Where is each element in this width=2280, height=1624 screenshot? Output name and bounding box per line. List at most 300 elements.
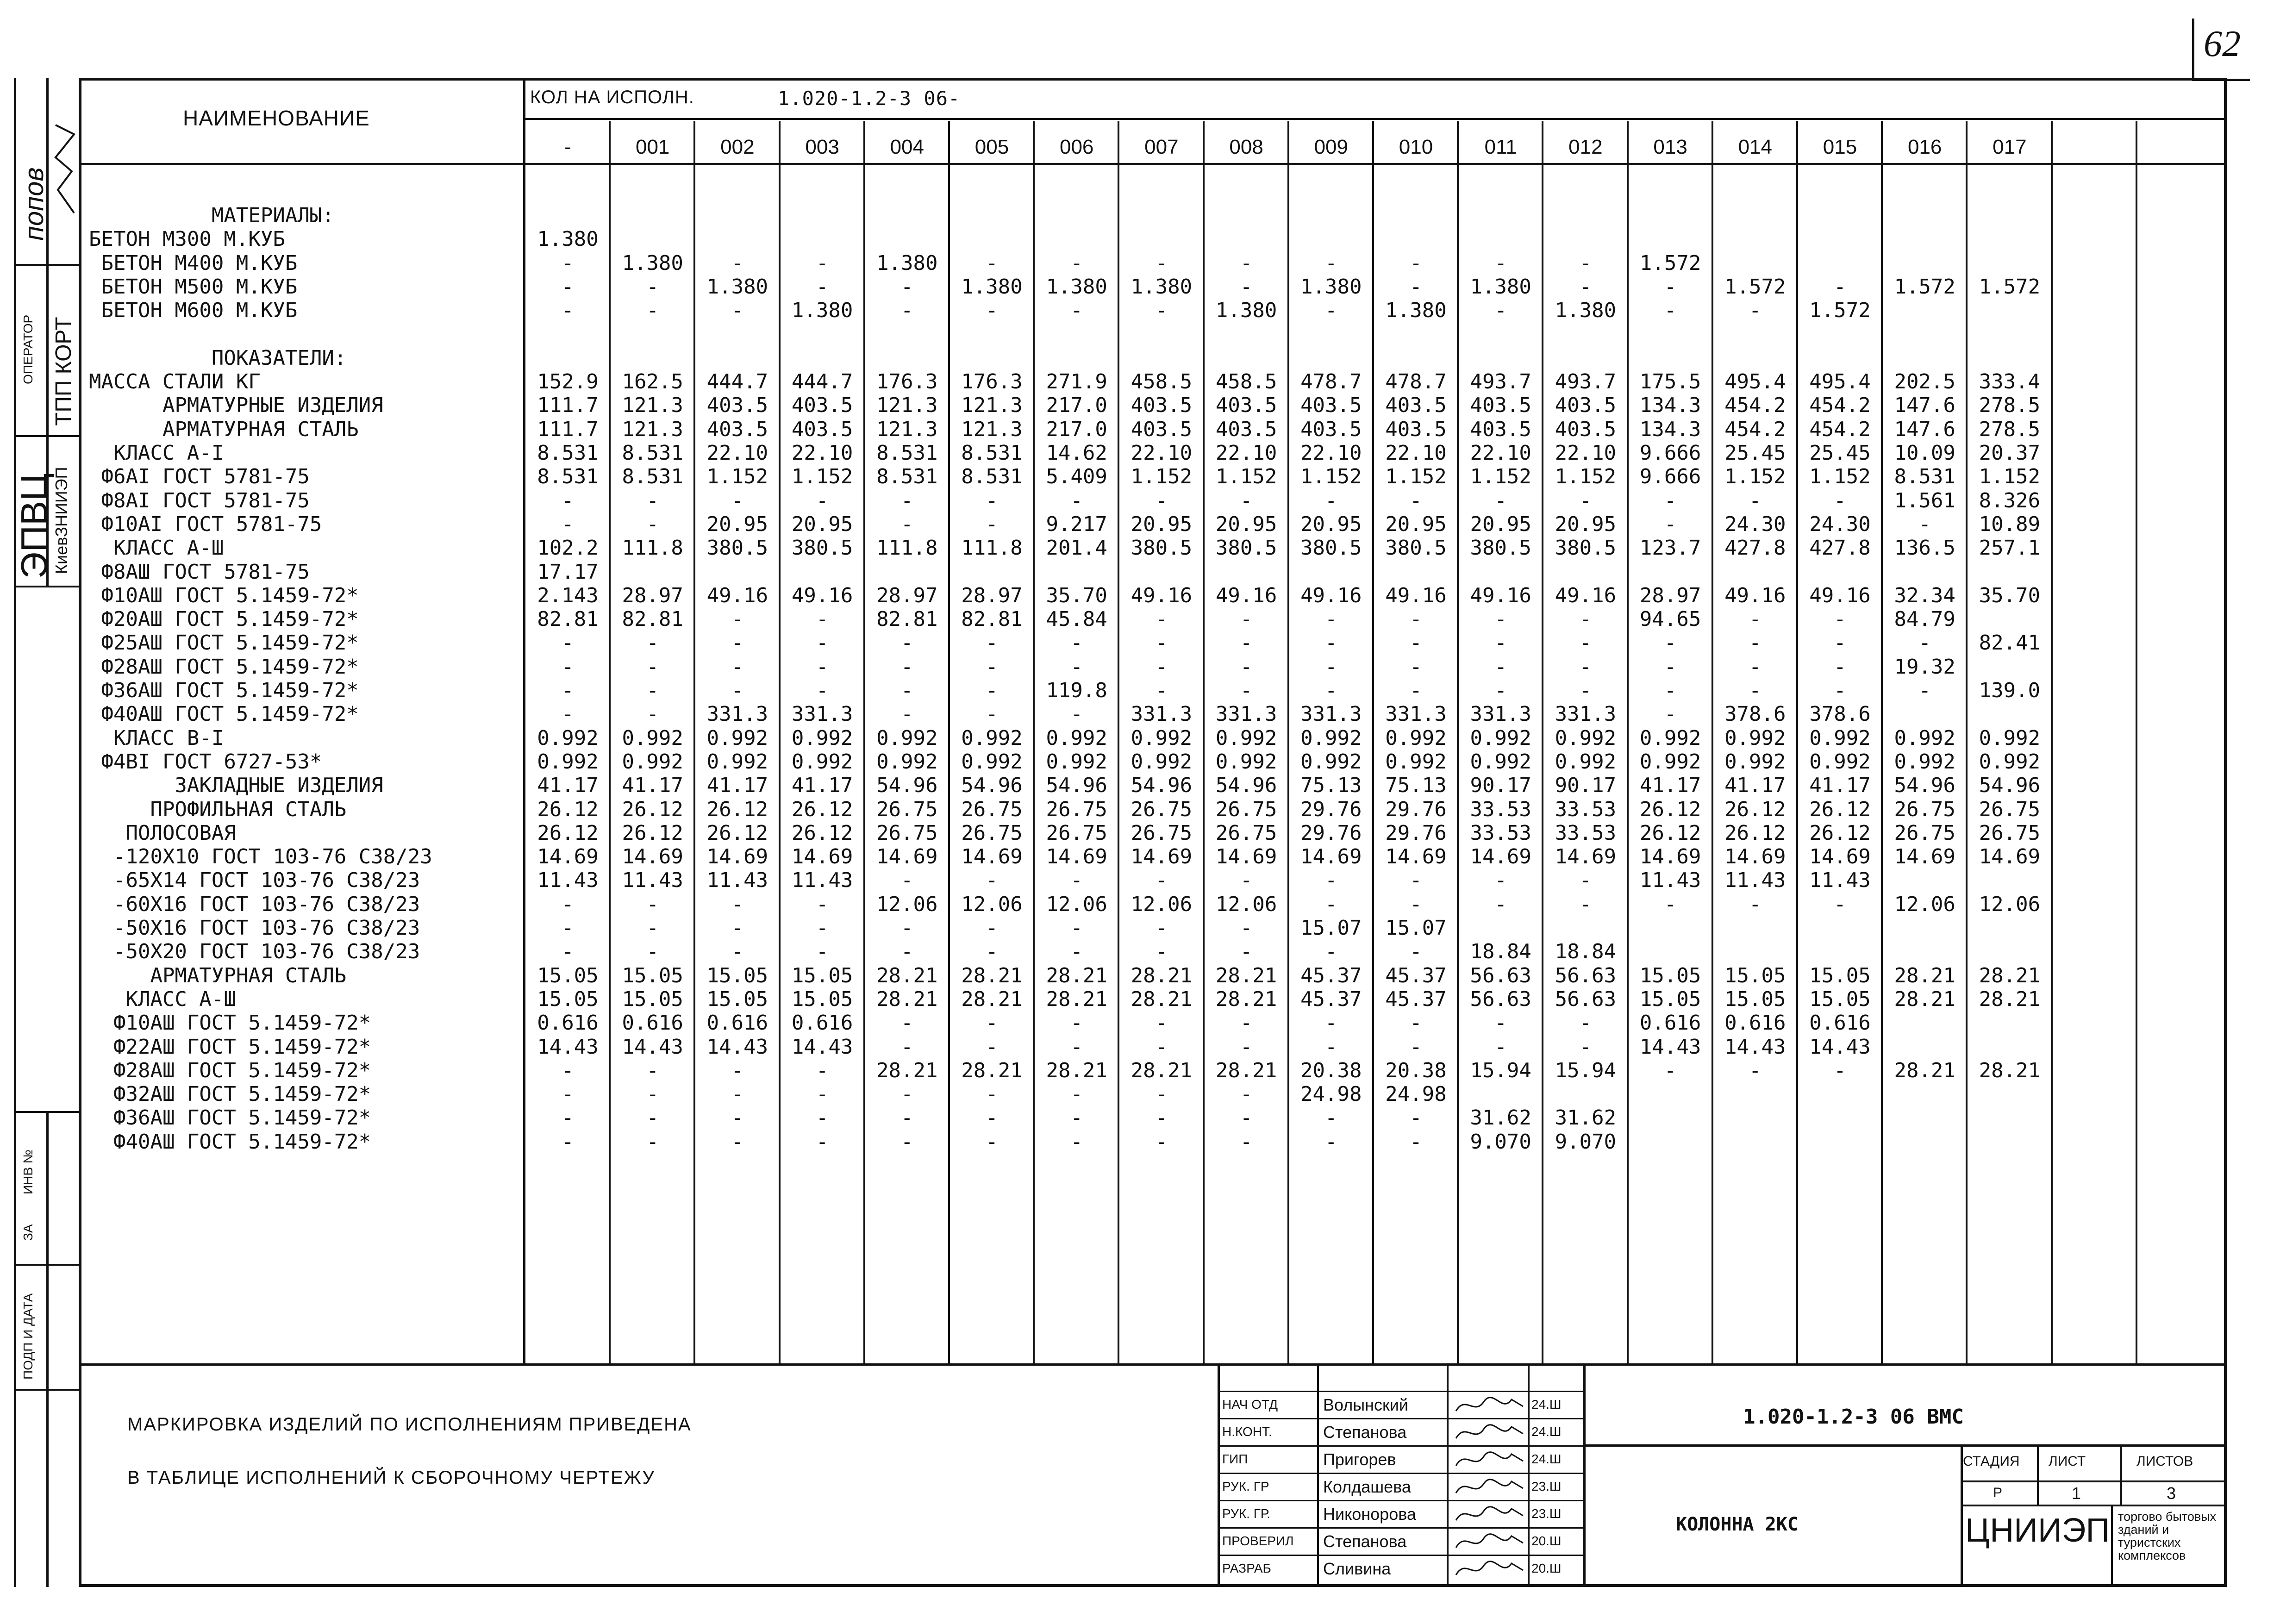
row-value: - (1325, 1035, 1337, 1059)
row-value: 8.531 (876, 441, 938, 465)
row-value: 333.4 (1979, 370, 2041, 394)
sheets-value: 3 (2167, 1484, 2176, 1503)
row-value: 28.21 (1046, 963, 1107, 987)
row-value: 41.17 (1639, 774, 1701, 798)
side-strip-row-3 (14, 586, 81, 587)
row-value: 26.75 (1894, 797, 1955, 821)
row-value: 403.5 (791, 394, 853, 418)
row-value: - (1664, 275, 1677, 299)
row-value: 5.409 (1046, 465, 1107, 489)
row-value: - (1070, 1106, 1083, 1130)
row-value: 8.531 (876, 465, 938, 489)
row-value: 0.992 (1894, 726, 1955, 750)
row-value: 11.43 (1809, 868, 1871, 893)
row-value: - (646, 512, 659, 536)
signer-rule (1218, 1555, 1583, 1556)
row-value: 478.7 (1385, 370, 1447, 394)
row-value: 1.152 (1555, 465, 1617, 489)
header-top-rule (523, 118, 2227, 120)
row-value: - (731, 655, 744, 679)
row-value: 28.97 (961, 583, 1023, 607)
row-value: 147.6 (1894, 417, 1955, 441)
row-value: 26.75 (961, 797, 1023, 821)
row-value: 403.5 (791, 417, 853, 441)
row-value: 1.152 (1385, 465, 1447, 489)
row-value: - (1494, 1035, 1507, 1059)
side-popov: попов (19, 167, 49, 241)
row-value: 12.06 (1046, 892, 1107, 916)
row-value: 0.992 (1894, 750, 1955, 774)
row-value: 1.380 (876, 251, 938, 275)
row-value: 14.43 (622, 1035, 683, 1059)
row-value: - (562, 1130, 574, 1154)
column-divider (2136, 121, 2137, 1363)
row-value: 403.5 (1300, 417, 1362, 441)
column-header: 011 (1484, 135, 1517, 158)
row-value: - (986, 488, 998, 512)
row-value: 331.3 (1470, 702, 1531, 726)
row-value: - (901, 631, 913, 655)
row-value: 14.62 (1046, 441, 1107, 465)
row-value: 0.992 (1046, 726, 1107, 750)
row-value: - (1579, 275, 1592, 299)
row-value: 454.2 (1724, 394, 1786, 418)
row-value: - (1410, 679, 1422, 702)
row-value: 28.21 (1046, 987, 1107, 1011)
row-value: 14.43 (1724, 1035, 1786, 1059)
row-value: - (1240, 655, 1253, 679)
row-value: 403.5 (1131, 394, 1193, 418)
signer-date: 20.Ш (1531, 1534, 1562, 1548)
row-value: - (1155, 1011, 1168, 1035)
row-value: 20.38 (1385, 1058, 1447, 1082)
row-value: - (1664, 1058, 1677, 1082)
row-value: 1.380 (537, 227, 599, 251)
row-value: - (646, 1082, 659, 1106)
row-value: 15.05 (1639, 963, 1701, 987)
row-value: 18.84 (1555, 940, 1617, 964)
row-value: - (731, 631, 744, 655)
row-value: 14.69 (1385, 845, 1447, 869)
row-value: 15.07 (1300, 916, 1362, 940)
row-value: 380.5 (1131, 536, 1193, 560)
row-value: 1.561 (1894, 488, 1955, 512)
row-value: - (1155, 488, 1168, 512)
row-value: 1.572 (1979, 275, 2041, 299)
row-value: 380.5 (1300, 536, 1362, 560)
row-value: - (1494, 679, 1507, 702)
row-value: 28.21 (961, 963, 1023, 987)
row-value: 14.43 (791, 1035, 853, 1059)
side-strip-row-4 (14, 1111, 81, 1113)
row-value: 22.10 (706, 441, 768, 465)
row-value: 1.152 (1809, 465, 1871, 489)
row-value: 0.992 (1131, 726, 1193, 750)
row-value: - (1325, 488, 1337, 512)
row-value: 14.69 (706, 845, 768, 869)
row-value: - (1155, 607, 1168, 631)
side-podp: ПОДП И ДАТА (21, 1293, 35, 1380)
row-value: 9.070 (1470, 1130, 1531, 1154)
row-value: 14.69 (876, 845, 938, 869)
row-value: 20.95 (1555, 512, 1617, 536)
row-value: 111.8 (622, 536, 683, 560)
row-value: 0.616 (622, 1011, 683, 1035)
row-value: - (1155, 1106, 1168, 1130)
title-stage-col-2 (2120, 1444, 2122, 1505)
side-kiev: КиевЗНИИЭП (52, 467, 71, 574)
row-value: 22.10 (1555, 441, 1617, 465)
row-value: - (901, 679, 913, 702)
row-value: - (1410, 251, 1422, 275)
row-value: - (731, 251, 744, 275)
row-value: 1.572 (1639, 251, 1701, 275)
name-header: НАИМЕНОВАНИЕ (183, 106, 370, 130)
sheet-label: ЛИСТ (2049, 1454, 2086, 1469)
side-signature (46, 120, 83, 222)
row-value: 24.30 (1724, 512, 1786, 536)
row-value: 1.380 (791, 299, 853, 323)
row-value: - (1579, 488, 1592, 512)
row-value: 33.53 (1555, 821, 1617, 845)
row-value: - (1494, 631, 1507, 655)
row-value: - (1410, 892, 1422, 916)
column-header: 006 (1059, 135, 1094, 158)
row-value: 24.98 (1385, 1082, 1447, 1106)
row-value: - (1494, 488, 1507, 512)
row-value: 11.43 (706, 868, 768, 893)
row-value: - (1240, 1082, 1253, 1106)
row-value: 1.380 (706, 275, 768, 299)
row-value: 331.3 (1385, 702, 1447, 726)
row-value: 14.43 (1639, 1035, 1701, 1059)
row-value: 403.5 (1215, 394, 1277, 418)
row-value: 20.37 (1979, 441, 2041, 465)
row-value: 15.05 (1724, 963, 1786, 987)
row-value: - (816, 679, 829, 702)
row-value: 123.7 (1639, 536, 1701, 560)
row-value: - (562, 702, 574, 726)
row-value: 45.37 (1385, 963, 1447, 987)
row-value: - (1325, 679, 1337, 702)
row-value: 26.75 (1046, 797, 1107, 821)
row-label: -50Х20 ГОСТ 103-76 С38/23 (89, 940, 420, 964)
row-value: - (1579, 1011, 1592, 1035)
signer-role: РУК. ГР (1222, 1479, 1269, 1493)
row-value: - (731, 916, 744, 940)
row-value: 331.3 (791, 702, 853, 726)
row-value: - (901, 275, 913, 299)
row-value: 28.21 (1215, 963, 1277, 987)
row-value: - (646, 631, 659, 655)
row-value: 28.21 (1215, 1058, 1277, 1082)
row-value: - (1664, 679, 1677, 702)
column-header: 009 (1314, 135, 1348, 158)
row-value: - (816, 488, 829, 512)
row-value: - (562, 631, 574, 655)
row-value: - (1155, 868, 1168, 893)
row-label: КЛАСС А-I (89, 441, 224, 465)
column-header: 017 (1993, 135, 2027, 158)
sheet-number-box (2192, 19, 2250, 81)
row-value: 28.21 (961, 1058, 1023, 1082)
row-value: - (986, 655, 998, 679)
row-value: 22.10 (1215, 441, 1277, 465)
row-value: - (1240, 631, 1253, 655)
row-value: 26.12 (706, 821, 768, 845)
row-value: 380.5 (1385, 536, 1447, 560)
row-value: 33.53 (1470, 797, 1531, 821)
row-value: - (562, 940, 574, 964)
row-value: - (1410, 868, 1422, 893)
row-value: 31.62 (1555, 1106, 1617, 1130)
row-value: - (816, 251, 829, 275)
row-value: 82.81 (622, 607, 683, 631)
title-code-rule (1583, 1444, 2227, 1447)
row-label: АРМАТУРНАЯ СТАЛЬ (89, 963, 347, 987)
row-value: - (731, 299, 744, 323)
row-value: 26.75 (1215, 821, 1277, 845)
note-line-2: В ТАБЛИЦЕ ИСПОЛНЕНИЙ К СБОРОЧНОМУ ЧЕРТЕЖУ (127, 1468, 655, 1488)
row-value: 1.152 (1215, 465, 1277, 489)
row-value: 20.95 (1300, 512, 1362, 536)
row-value: - (1240, 679, 1253, 702)
row-label: Ф25АШ ГОСТ 5.1459-72* (89, 631, 359, 655)
column-header: 015 (1823, 135, 1857, 158)
side-strip-row-6 (14, 1389, 81, 1391)
row-value: 0.992 (791, 750, 853, 774)
row-value: 28.97 (1639, 583, 1701, 607)
row-value: 26.12 (622, 821, 683, 845)
row-value: 20.95 (706, 512, 768, 536)
row-value: 0.992 (706, 750, 768, 774)
row-value: - (1155, 940, 1168, 964)
row-value: - (901, 1035, 913, 1059)
row-value: 1.380 (1555, 299, 1617, 323)
row-value: 14.69 (961, 845, 1023, 869)
signer-role: РАЗРАБ (1222, 1561, 1271, 1575)
row-value: - (1240, 1130, 1253, 1154)
row-value: - (1155, 631, 1168, 655)
row-value: 403.5 (706, 394, 768, 418)
row-value: - (1325, 868, 1337, 893)
row-value: 444.7 (791, 370, 853, 394)
row-value: - (1240, 940, 1253, 964)
row-value: 26.12 (1724, 797, 1786, 821)
row-value: - (1410, 488, 1422, 512)
row-value: 14.69 (1979, 845, 2041, 869)
row-label: -120Х10 ГОСТ 103-76 С38/23 (89, 845, 432, 869)
row-value: 9.217 (1046, 512, 1107, 536)
row-value: 54.96 (1979, 774, 2041, 798)
row-value: - (562, 251, 574, 275)
row-value: 54.96 (1215, 774, 1277, 798)
row-value: 28.21 (1131, 987, 1193, 1011)
row-value: 54.96 (961, 774, 1023, 798)
row-value: 0.992 (1809, 726, 1871, 750)
row-value: - (1494, 299, 1507, 323)
row-value: - (1494, 868, 1507, 893)
signature-mark (1451, 1393, 1530, 1418)
row-value: 49.16 (1724, 583, 1786, 607)
row-value: - (1155, 1130, 1168, 1154)
row-value: 331.3 (1555, 702, 1617, 726)
row-value: 217.0 (1046, 394, 1107, 418)
row-value: 26.75 (1894, 821, 1955, 845)
row-value: 54.96 (1131, 774, 1193, 798)
row-value: 1.152 (706, 465, 768, 489)
row-value: 28.21 (876, 987, 938, 1011)
row-value: - (1325, 1106, 1337, 1130)
series-header: 1.020-1.2-3 06- (778, 87, 961, 110)
signature-mark (1451, 1447, 1530, 1473)
row-value: - (731, 940, 744, 964)
row-value: 28.21 (1979, 1058, 2041, 1082)
column-header (2137, 130, 2222, 164)
signature-mark (1451, 1474, 1530, 1500)
row-value: 26.75 (1979, 821, 2041, 845)
row-value: 271.9 (1046, 370, 1107, 394)
row-value: - (1749, 631, 1762, 655)
row-value: 41.17 (1809, 774, 1871, 798)
row-value: 20.95 (1131, 512, 1193, 536)
row-value: 0.992 (622, 726, 683, 750)
row-value: 0.992 (1639, 726, 1701, 750)
signer-rule (1218, 1391, 1583, 1392)
row-value: - (646, 1106, 659, 1130)
row-value: 15.05 (622, 963, 683, 987)
stage-value: Р (1993, 1485, 2003, 1500)
row-value: 26.75 (1215, 797, 1277, 821)
signer-date: 24.Ш (1531, 1397, 1562, 1412)
row-value: 0.992 (1724, 750, 1786, 774)
row-value: 11.43 (1724, 868, 1786, 893)
row-value: 90.17 (1470, 774, 1531, 798)
row-value: 49.16 (1809, 583, 1871, 607)
row-value: 0.992 (537, 726, 599, 750)
row-value: 257.1 (1979, 536, 2041, 560)
row-value: 14.43 (706, 1035, 768, 1059)
row-value: - (1579, 655, 1592, 679)
row-value: - (901, 940, 913, 964)
row-value: - (901, 916, 913, 940)
row-value: 8.531 (961, 441, 1023, 465)
title-stage-rule-2 (1961, 1505, 2227, 1506)
row-value: 11.43 (1639, 868, 1701, 893)
row-value: 331.3 (1131, 702, 1193, 726)
row-value: 33.53 (1470, 821, 1531, 845)
signer-date: 24.Ш (1531, 1424, 1562, 1439)
row-value: 26.12 (622, 797, 683, 821)
row-value: 121.3 (622, 417, 683, 441)
row-value: 11.43 (791, 868, 853, 893)
row-value: - (1240, 275, 1253, 299)
signer-name: Пригорев (1323, 1450, 1396, 1469)
row-value: 0.992 (1131, 750, 1193, 774)
row-value: 26.12 (1809, 797, 1871, 821)
row-value: 331.3 (1300, 702, 1362, 726)
row-value: - (646, 275, 659, 299)
row-value: - (1240, 607, 1253, 631)
row-value: - (646, 679, 659, 702)
row-label: Ф20АШ ГОСТ 5.1459-72* (89, 607, 359, 631)
row-value: 278.5 (1979, 417, 2041, 441)
row-value: 8.531 (537, 441, 599, 465)
row-value: 0.616 (706, 1011, 768, 1035)
row-value: 1.152 (1300, 465, 1362, 489)
signer-date: 20.Ш (1531, 1561, 1562, 1575)
row-value: 22.10 (1131, 441, 1193, 465)
row-value: 14.43 (537, 1035, 599, 1059)
row-value: - (1664, 631, 1677, 655)
row-value: 22.10 (1470, 441, 1531, 465)
row-value: 175.5 (1639, 370, 1701, 394)
row-value: - (646, 916, 659, 940)
row-value: 31.62 (1470, 1106, 1531, 1130)
row-value: 217.0 (1046, 417, 1107, 441)
row-value: - (1834, 275, 1846, 299)
row-value: 15.05 (537, 963, 599, 987)
row-value: - (562, 1082, 574, 1106)
row-value: 9.666 (1639, 441, 1701, 465)
row-value: 54.96 (876, 774, 938, 798)
row-value: - (731, 1130, 744, 1154)
row-value: - (901, 299, 913, 323)
row-value: - (1749, 607, 1762, 631)
row-value: - (901, 1011, 913, 1035)
signer-name: Сливина (1323, 1559, 1391, 1578)
row-value: 28.21 (1894, 987, 1955, 1011)
row-value: - (646, 892, 659, 916)
row-value: 54.96 (1894, 774, 1955, 798)
row-value: 82.41 (1979, 631, 2041, 655)
row-value: - (731, 892, 744, 916)
row-label: Ф6АI ГОСТ 5781-75 (89, 465, 310, 489)
signature-mark (1451, 1420, 1530, 1445)
row-value: 403.5 (1470, 394, 1531, 418)
row-value: - (1325, 655, 1337, 679)
row-value: - (731, 488, 744, 512)
side-strip-divider-2 (46, 1111, 49, 1587)
row-value: - (1070, 916, 1083, 940)
row-label: Ф32АШ ГОСТ 5.1459-72* (89, 1082, 371, 1106)
signer-date: 23.Ш (1531, 1479, 1562, 1493)
row-value: 201.4 (1046, 536, 1107, 560)
row-value: - (816, 1130, 829, 1154)
row-value: 26.12 (791, 821, 853, 845)
side-za: ЗА (21, 1224, 35, 1241)
row-label: МАТЕРИАЛЫ: (89, 204, 334, 227)
row-value: - (1325, 299, 1337, 323)
row-value: 14.69 (1131, 845, 1193, 869)
row-value: 0.992 (876, 750, 938, 774)
row-value: 0.992 (1809, 750, 1871, 774)
row-value: - (1834, 631, 1846, 655)
column-header: 014 (1738, 135, 1772, 158)
row-value: - (986, 631, 998, 655)
side-strip-row-5 (14, 1264, 81, 1266)
row-value: 0.992 (706, 726, 768, 750)
row-value: - (816, 1082, 829, 1106)
signer-rule (1218, 1418, 1583, 1419)
row-value: 26.75 (1131, 797, 1193, 821)
row-label: Ф4ВI ГОСТ 6727-53* (89, 750, 322, 774)
signer-role: Н.КОНТ. (1222, 1424, 1272, 1439)
column-header: 003 (805, 135, 839, 158)
row-value: 28.21 (961, 987, 1023, 1011)
row-value: 8.531 (622, 441, 683, 465)
title-stage-rule (1961, 1480, 2227, 1482)
